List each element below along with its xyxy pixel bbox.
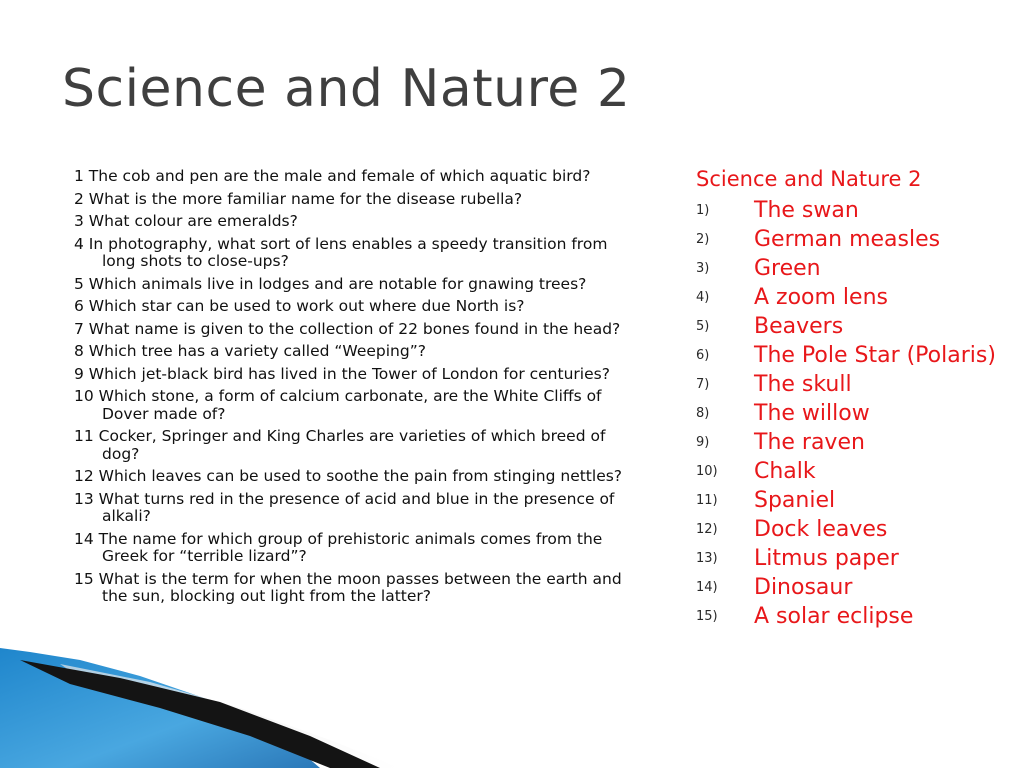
answer-item (696, 283, 1016, 312)
answer-item (696, 515, 1016, 544)
answer-number: 7) (696, 377, 710, 392)
answer-text: The willow (754, 401, 870, 426)
answer-number: 1) (696, 203, 710, 218)
answer-number: 10) (696, 464, 718, 479)
answer-item (696, 544, 1016, 573)
answer-number: 5) (696, 319, 710, 334)
answer-item (696, 399, 1016, 428)
answer-number: 4) (696, 290, 710, 305)
question-item: 12 Which leaves can be used to soothe the pain from stinging nettles? (74, 467, 623, 485)
answer-number: 11) (696, 493, 718, 508)
question-item: 11 Cocker, Springer and King Charles are varieties of which breed of dog? (74, 427, 606, 463)
question-item: 14 The name for which group of prehistoric animals comes from the Greek for “terrible lizard”? (74, 529, 603, 565)
answer-text: Beavers (754, 314, 844, 339)
corner-grey-stripe (60, 664, 400, 768)
question-item: 9 Which jet-black bird has lived in the Tower of London for centuries? (74, 364, 610, 383)
answer-number: 6) (696, 348, 710, 363)
answer-text: Dock leaves (754, 517, 888, 542)
questions-list (74, 168, 630, 611)
answer-item (696, 312, 1016, 341)
question-item: 10 Which stone, a form of calcium carbonate, are the White Cliffs of Dover made of? (74, 387, 602, 423)
answer-text: The Pole Star (Polaris) (754, 343, 996, 368)
question-item: 2 What is the more familiar name for the disease rubella? (74, 189, 523, 208)
question-item: 3 What colour are emeralds? (74, 212, 298, 230)
answer-number: 2) (696, 232, 710, 247)
question-item: 1 The cob and pen are the male and female of which aquatic bird? (74, 167, 591, 185)
question-item: 15 What is the term for when the moon passes between the earth and the sun, blocking out light from the latter? (74, 569, 622, 605)
answer-number: 12) (696, 522, 718, 537)
answer-text: Spaniel (754, 488, 836, 513)
corner-blue-shape (0, 648, 320, 768)
answer-text: The skull (754, 372, 852, 397)
answer-item (696, 486, 1016, 515)
slide-title: Science and Nature 2 (62, 59, 631, 119)
answer-item (696, 254, 1016, 283)
answer-number: 3) (696, 261, 710, 276)
answer-number: 9) (696, 435, 710, 450)
answer-text: Chalk (754, 459, 816, 484)
answer-number: 13) (696, 551, 718, 566)
answer-item (696, 225, 1016, 254)
answer-text: A zoom lens (754, 285, 888, 310)
answer-item (696, 428, 1016, 457)
answers-panel (696, 166, 1016, 631)
question-item: 6 Which star can be used to work out where due North is? (74, 297, 525, 315)
question-item: 4 In photography, what sort of lens enables a speedy transition from long shots to close-ups? (74, 234, 608, 270)
question-item: 13 What turns red in the presence of acid and blue in the presence of alkali? (74, 489, 615, 525)
question-item: 5 Which animals live in lodges and are notable for gnawing trees? (74, 274, 587, 293)
corner-black-stripe (20, 660, 380, 768)
answer-text: Litmus paper (754, 546, 899, 571)
answer-number: 15) (696, 609, 718, 624)
answer-item (696, 341, 1016, 370)
answers-heading: Science and Nature 2 (696, 167, 922, 191)
answer-text: The raven (754, 430, 865, 455)
question-item: 7 What name is given to the collection of 22 bones found in the head? (74, 319, 621, 338)
answer-item (696, 602, 1016, 631)
answer-number: 14) (696, 580, 718, 595)
answer-text: Dinosaur (754, 575, 853, 600)
answer-number: 8) (696, 406, 710, 421)
answer-item (696, 370, 1016, 399)
answer-text: Green (754, 256, 821, 281)
answer-text: A solar eclipse (754, 604, 914, 629)
answers-list (696, 196, 1016, 631)
question-item: 8 Which tree has a variety called “Weeping”? (74, 342, 426, 360)
answer-item (696, 573, 1016, 602)
answer-text: German measles (754, 227, 941, 252)
answer-text: The swan (754, 198, 859, 223)
answer-item (696, 196, 1016, 225)
answer-item (696, 457, 1016, 486)
